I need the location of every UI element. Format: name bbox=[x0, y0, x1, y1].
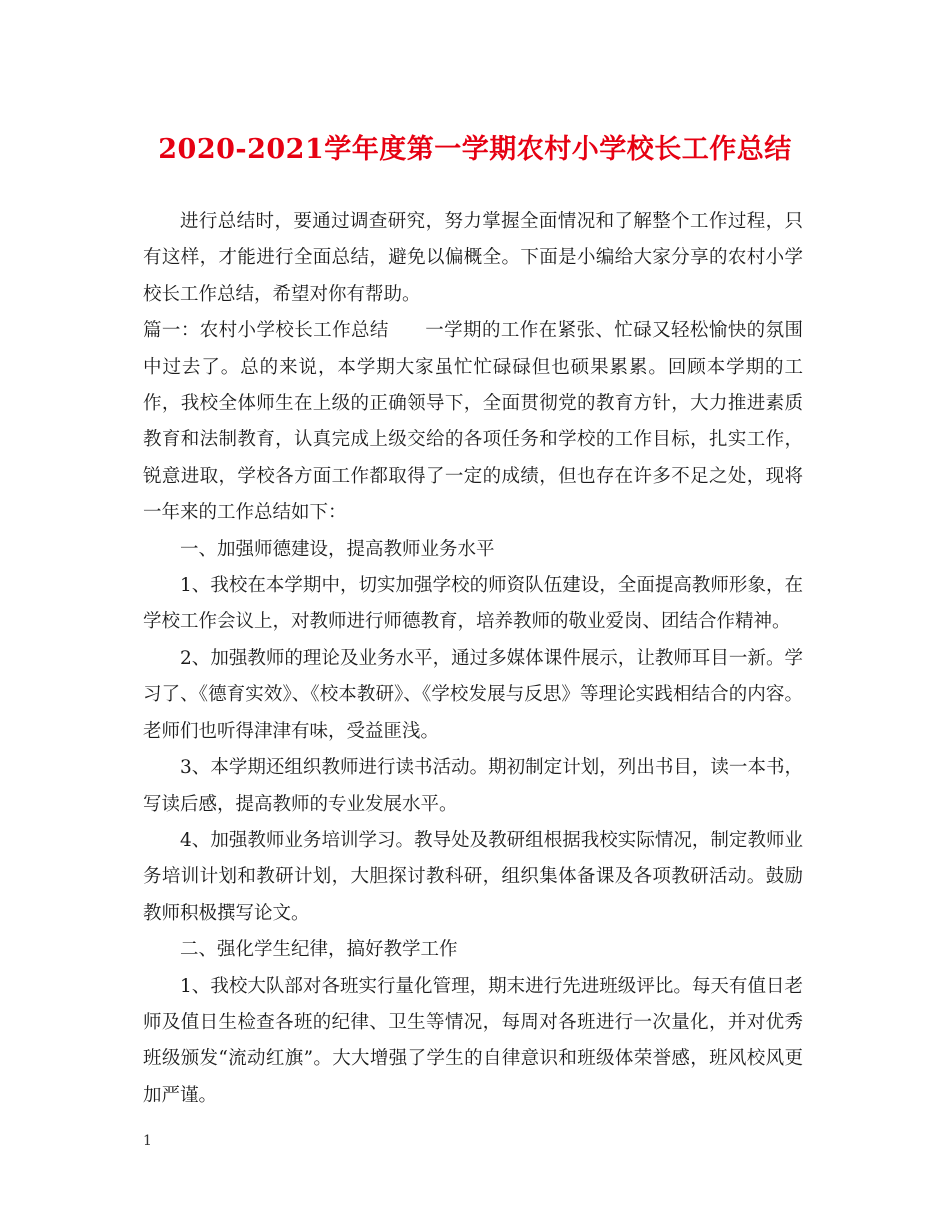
section-one-item-2: 2、加强教师的理论及业务水平，通过多媒体课件展示，让教师耳目一新。学习了、《德育实效》、《校本教研》、《学校发展与反思》等理论实践相结合的内容。老师们也听得津津有味，受益匪浅。 bbox=[143, 647, 803, 742]
section-one-heading: 一、加强师德建设，提高教师业务水平 bbox=[180, 538, 495, 560]
section-one-item-4: 4、加强教师业务培训学习。教导处及教研组根据我校实际情况，制定教师业务培训计划和教研计划，大胆探讨教科研，组织集体备课及各项教研活动。鼓励教师积极撰写论文。 bbox=[143, 829, 803, 924]
part-one-text: 一学期的工作在紧张、忙碌又轻松愉快的氛围中过去了。总的来说，本学期大家虽忙忙碌碌但也硕果累累。回顾本学期的工作，我校全体师生在上级的正确领导下，全面贯彻党的教育方针，大力推进素质教育和法制教育，认真完成上级交给的各项任务和学校的工作目标，扎实工作，锐意进取，学校各方面工作都取得了一定的成绩，但也存在许多不足之处，现将一年来的工作总结如下： bbox=[143, 320, 803, 524]
section-one-item-3: 3、本学期还组织教师进行读书活动。期初制定计划，列出书目，读一本书，写读后感，提高教师的专业发展水平。 bbox=[143, 757, 803, 815]
section-one-item-1: 1、我校在本学期中，切实加强学校的师资队伍建设，全面提高教师形象，在学校工作会议上，对教师进行师德教育，培养教师的敬业爱岗、团结合作精神。 bbox=[143, 575, 803, 633]
section-two-heading: 二、强化学生纪律，搞好教学工作 bbox=[180, 939, 458, 961]
part-one-label: 篇一：农村小学校长工作总结 bbox=[143, 320, 389, 342]
intro-paragraph: 进行总结时，要通过调查研究，努力掌握全面情况和了解整个工作过程，只有这样，才能进行全面总结，避免以偏概全。下面是小编给大家分享的农村小学校长工作总结，希望对你有帮助。 bbox=[143, 211, 803, 305]
part-one-paragraph bbox=[143, 313, 803, 531]
section-two-item-1: 1、我校大队部对各班实行量化管理，期末进行先进班级评比。每天有值日老师及值日生检查各班的纪律、卫生等情况，每周对各班进行一次量化，并对优秀班级颁发“流动红旗”。大大增强了学生的自律意识和班级体荣誉感，班风校风更加严谨。 bbox=[143, 975, 803, 1106]
page-number: 1 bbox=[143, 1133, 152, 1149]
document-title: 2020-2021学年度第一学期农村小学校长工作总结 bbox=[158, 134, 792, 165]
document-body bbox=[143, 204, 803, 1114]
